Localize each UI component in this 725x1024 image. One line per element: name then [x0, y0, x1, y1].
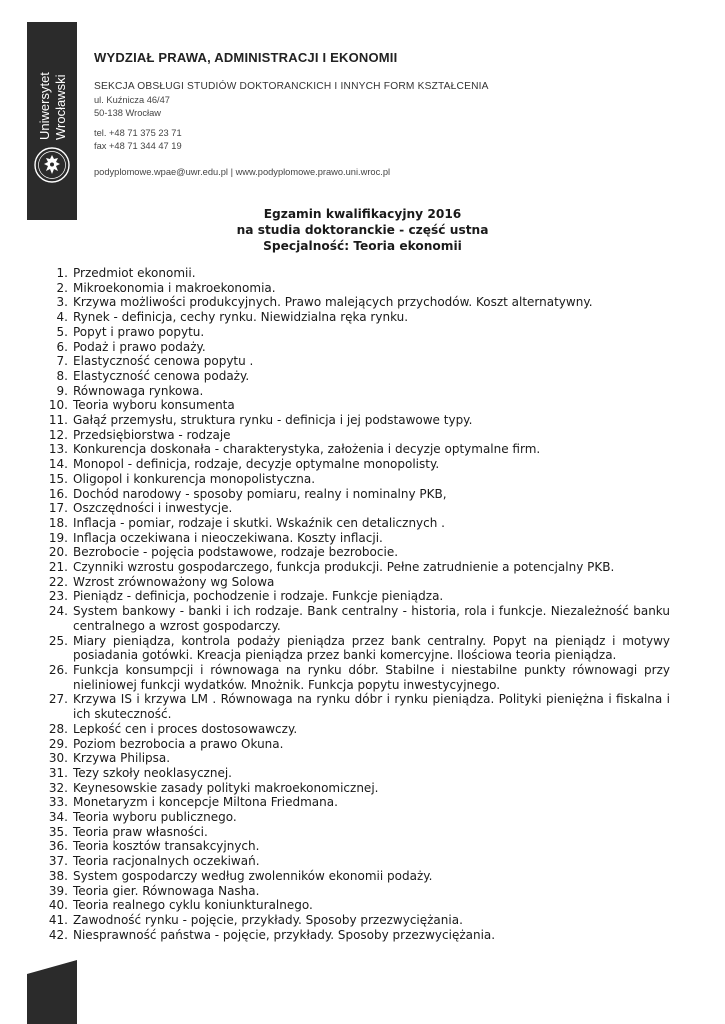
list-item — [40, 928, 670, 943]
list-item-number: 5. — [56, 324, 68, 339]
list-item-text: System gospodarczy według zwolenników ekonomii podaży. — [73, 868, 433, 883]
list-item-number: 17. — [48, 501, 68, 516]
list-item — [40, 913, 670, 928]
list-item-number: 7. — [56, 354, 68, 369]
list-item-text: Konkurencja doskonała - charakterystyka, założenia i decyzje optymalne firm. — [73, 442, 541, 457]
list-item — [40, 501, 670, 516]
list-item-text: Elastyczność cenowa popytu . — [73, 354, 254, 369]
faculty-name: WYDZIAŁ PRAWA, ADMINISTRACJI I EKONOMII — [94, 50, 398, 65]
list-item-number: 36. — [48, 839, 68, 854]
list-item-text: Teoria kosztów transakcyjnych. — [73, 839, 260, 854]
list-item-number: 32. — [48, 780, 68, 795]
list-item — [40, 428, 670, 443]
list-item-text: Rynek - definicja, cechy rynku. Niewidzialna ręka rynku. — [73, 310, 409, 325]
list-item-text: Teoria wyboru konsumenta — [73, 398, 235, 413]
list-item-number: 28. — [48, 721, 68, 736]
list-item-number: 21. — [48, 560, 68, 575]
list-item-number: 33. — [48, 795, 68, 810]
list-item-number: 35. — [48, 824, 68, 839]
list-item-number: 15. — [48, 471, 68, 486]
list-item — [40, 266, 670, 281]
list-item — [40, 825, 670, 840]
list-item-number: 19. — [48, 530, 68, 545]
list-item-text: Niesprawność państwa - pojęcie, przykłady. Sposoby przezwyciężania. — [73, 927, 496, 942]
list-item-text: Gałąź przemysłu, struktura rynku - definicja i jej podstawowe typy. — [73, 413, 473, 428]
address-street: ul. Kuźnicza 46/47 — [94, 95, 170, 105]
list-item-number: 22. — [48, 574, 68, 589]
list-item-text: Teoria realnego cyklu koniunkturalnego. — [73, 898, 313, 913]
list-item-text: Krzywa IS i krzywa LM . Równowaga na rynku dóbr i rynku pieniądza. Polityki pieniężna i fiskalna i ich skuteczność. — [73, 692, 670, 722]
list-item — [40, 413, 670, 428]
list-item — [40, 575, 670, 590]
list-item-number: 27. — [48, 692, 68, 707]
list-item — [40, 692, 670, 721]
list-item — [40, 516, 670, 531]
list-item-number: 14. — [48, 457, 68, 472]
list-item — [40, 884, 670, 899]
list-item — [40, 810, 670, 825]
phone-number: tel. +48 71 375 23 71 — [94, 128, 182, 138]
list-item-number: 39. — [48, 883, 68, 898]
list-item-number: 3. — [56, 295, 68, 310]
list-item-text: Pieniądz - definicja, pochodzenie i rodzaje. Funkcje pieniądza. — [73, 589, 444, 604]
list-item-number: 25. — [48, 633, 68, 648]
list-item-text: Podaż i prawo podaży. — [73, 339, 206, 354]
list-item — [40, 751, 670, 766]
list-item — [40, 560, 670, 575]
list-item-number: 20. — [48, 545, 68, 560]
list-item-text: Bezrobocie - pojęcia podstawowe, rodzaje bezrobocie. — [73, 545, 399, 560]
list-item-text: Oligopol i konkurencja monopolistyczna. — [73, 471, 316, 486]
list-item — [40, 325, 670, 340]
list-item — [40, 737, 670, 752]
list-item-text: System bankowy - banki i ich rodzaje. Bank centralny - historia, rola i funkcje. Niezależność banku centralnego a wzrost gospodarczy. — [73, 604, 670, 633]
list-item — [40, 545, 670, 560]
list-item-number: 11. — [48, 413, 68, 428]
list-item — [40, 766, 670, 781]
list-item — [40, 340, 670, 355]
list-item — [40, 634, 670, 663]
list-item — [40, 531, 670, 546]
list-item-text: Czynniki wzrostu gospodarczego, funkcja produkcji. Pełne zatrudnienie a potencjalny PKB. — [73, 560, 615, 575]
university-name-line1: Uniwersytet — [37, 72, 52, 140]
list-item-number: 13. — [48, 442, 68, 457]
list-item-text: Oszczędności i inwestycje. — [73, 501, 233, 516]
list-item-number: 12. — [48, 427, 68, 442]
list-item-text: Teoria praw własności. — [73, 824, 208, 839]
list-item-text: Lepkość cen i proces dostosowawczy. — [73, 721, 298, 736]
list-item-number: 10. — [48, 398, 68, 413]
list-item-text: Poziom bezrobocia a prawo Okuna. — [73, 736, 284, 751]
list-item — [40, 604, 670, 633]
list-item — [40, 457, 670, 472]
list-item-number: 26. — [48, 662, 68, 677]
list-item — [40, 869, 670, 884]
list-item-text: Inflacja - pomiar, rodzaje i skutki. Wskaźnik cen detalicznych . — [73, 515, 445, 530]
list-item — [40, 281, 670, 296]
section-name: SEKCJA OBSŁUGI STUDIÓW DOKTORANCKICH I INNYCH FORM KSZTAŁCENIA — [94, 81, 489, 92]
list-item-number: 9. — [56, 383, 68, 398]
list-item-text: Popyt i prawo popytu. — [73, 324, 205, 339]
contact-line: podyplomowe.wpae@uwr.edu.pl | www.podyplomowe.prawo.uni.wroc.pl — [94, 167, 391, 177]
list-item-number: 41. — [48, 912, 68, 927]
list-item-text: Teoria gier. Równowaga Nasha. — [73, 883, 260, 898]
university-name-line2: Wrocławski — [53, 74, 68, 140]
letterhead — [94, 50, 489, 179]
list-item-text: Przedsiębiorstwa - rodzaje — [73, 427, 231, 442]
list-item-text: Dochód narodowy - sposoby pomiaru, realny i nominalny PKB, — [73, 486, 447, 501]
list-item-text: Zawodność rynku - pojęcie, przykłady. Sposoby przezwyciężania. — [73, 912, 463, 927]
list-item-number: 31. — [48, 765, 68, 780]
list-item-text: Keynesowskie zasady polityki makroekonomicznej. — [73, 780, 379, 795]
list-item-text: Monetaryzm i koncepcje Miltona Friedmana. — [73, 795, 338, 810]
document-heading — [0, 206, 725, 254]
list-item — [40, 898, 670, 913]
list-item-text: Teoria wyboru publicznego. — [73, 810, 237, 825]
list-item-number: 40. — [48, 898, 68, 913]
list-item-number: 29. — [48, 736, 68, 751]
fax-number: fax +48 71 344 47 19 — [94, 140, 182, 151]
list-item-text: Inflacja oczekiwana i nieoczekiwana. Koszty inflacji. — [73, 530, 383, 545]
address-city: 50-138 Wrocław — [94, 107, 162, 118]
list-item-number: 34. — [48, 810, 68, 825]
list-item-text: Mikroekonomia i makroekonomia. — [73, 280, 276, 295]
list-item-text: Krzywa możliwości produkcyjnych. Prawo malejących przychodów. Koszt alternatywny. — [73, 295, 593, 310]
list-item — [40, 663, 670, 692]
list-item — [40, 839, 670, 854]
list-item-number: 1. — [56, 266, 68, 280]
list-item-text: Miary pieniądza, kontrola podaży pieniądza przez bank centralny. Popyt na pieniądz i motywy posiadania gotówki. Kreacja pieniądza przez banki komercyjne. Ilościowa teoria pieniądza. — [73, 633, 670, 663]
list-item-text: Wzrost zrównoważony wg Solowa — [73, 574, 275, 589]
list-item — [40, 781, 670, 796]
list-item-number: 2. — [56, 280, 68, 295]
decorative-corner — [27, 960, 77, 1024]
list-item-number: 16. — [48, 486, 68, 501]
list-item — [40, 354, 670, 369]
list-item — [40, 398, 670, 413]
list-item-text: Teoria racjonalnych oczekiwań. — [73, 854, 260, 869]
list-item-text: Krzywa Philipsa. — [73, 751, 171, 766]
university-crest-icon — [33, 146, 71, 184]
list-item-number: 8. — [56, 368, 68, 383]
list-item — [40, 384, 670, 399]
list-item-number: 42. — [48, 927, 68, 942]
exam-question-list — [40, 266, 670, 942]
list-item-number: 6. — [56, 339, 68, 354]
list-item — [40, 795, 670, 810]
list-item-text: Równowaga rynkowa. — [73, 383, 204, 398]
heading-subtitle: na studia doktoranckie - część ustna — [236, 223, 489, 237]
university-logo-band — [27, 22, 77, 220]
list-item — [40, 589, 670, 604]
list-item — [40, 295, 670, 310]
list-item-text: Tezy szkoły neoklasycznej. — [73, 765, 232, 780]
list-item — [40, 722, 670, 737]
heading-title: Egzamin kwalifikacyjny 2016 — [263, 207, 462, 221]
list-item — [40, 310, 670, 325]
list-item-text: Funkcja konsumpcji i równowaga na rynku dóbr. Stabilne i niestabilne punkty równowagi przy nieliniowej funkcji wydatków. Mnożnik. Funkcja popytu inwestycyjnego. — [73, 662, 670, 692]
list-item — [40, 854, 670, 869]
list-item — [40, 442, 670, 457]
heading-specialty: Specjalność: Teoria ekonomii — [263, 239, 462, 253]
list-item-number: 37. — [48, 854, 68, 869]
university-name — [27, 22, 77, 142]
list-item-number: 24. — [48, 604, 68, 619]
list-item — [40, 472, 670, 487]
list-item — [40, 487, 670, 502]
list-item-number: 30. — [48, 751, 68, 766]
list-item-text: Przedmiot ekonomii. — [73, 266, 196, 280]
list-item-text: Monopol - definicja, rodzaje, decyzje optymalne monopolisty. — [73, 457, 440, 472]
list-item-number: 23. — [48, 589, 68, 604]
list-item-text: Elastyczność cenowa podaży. — [73, 368, 250, 383]
list-item-number: 18. — [48, 515, 68, 530]
list-item — [40, 369, 670, 384]
list-item-number: 38. — [48, 868, 68, 883]
list-item-number: 4. — [56, 310, 68, 325]
